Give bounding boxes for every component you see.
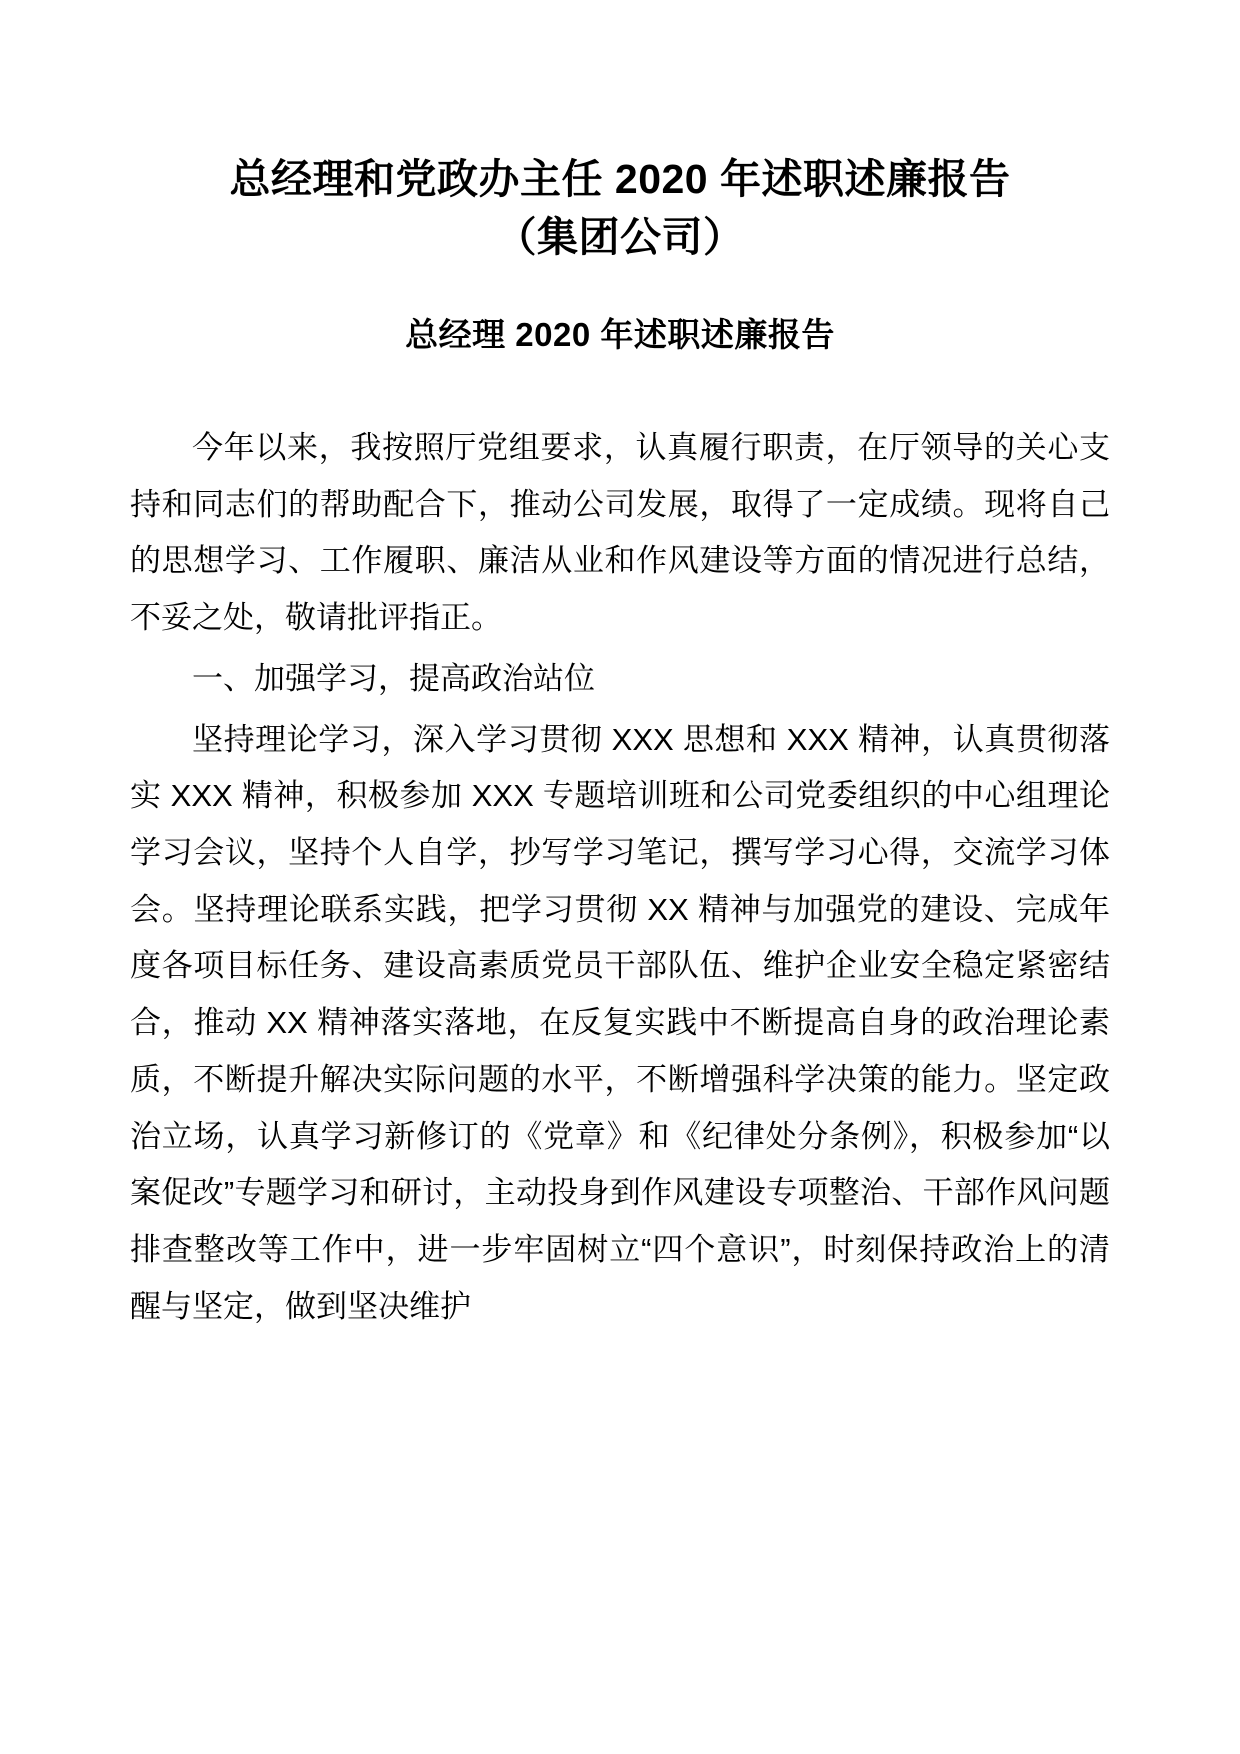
- document-title: [130, 150, 1110, 266]
- paragraph-section-one-body: 坚持理论学习，深入学习贯彻 XXX 思想和 XXX 精神，认真贯彻落实 XXX 精神，积极参加 XXX 专题培训班和公司党委组织的中心组理论学习会议，坚持个人自学，抄写学习笔记，撰写学习心得，交流学习体会。坚持理论联系实践，把学习贯彻 XX 精神与加强党的建设、完成年度各项目标任务、建设高素质党员干部队伍、维护企业安全稳定紧密结合，推动 XX 精神落实落地，在反复实践中不断提高自身的政治理论素质，不断提升解决实际问题的水平，不断增强科学决策的能力。坚定政治立场，认真学习新修订的《党章》和《纪律处分条例》，积极参加“以案促改”专题学习和研讨，主动投身到作风建设专项整治、干部作风问题排查整改等工作中，进一步牢固树立“四个意识”，时刻保持政治上的清醒与坚定，做到坚决维护: [130, 721, 1110, 1324]
- section-heading-one: 一、加强学习，提高政治站位: [192, 660, 595, 696]
- document-title-line-1: 总经理和党政办主任 2020 年述职述廉报告: [229, 156, 1011, 202]
- document-body: [130, 420, 1110, 1336]
- paragraph-intro: 今年以来，我按照厅党组要求，认真履行职责，在厅领导的关心支持和同志们的帮助配合下，推动公司发展，取得了一定成绩。现将自己的思想学习、工作履职、廉洁从业和作风建设等方面的情况进行总结，不妥之处，敬请批评指正。: [130, 429, 1110, 636]
- document-title-line-2: （集团公司）: [495, 214, 745, 261]
- document-subtitle: 总经理 2020 年述职述廉报告: [405, 316, 835, 354]
